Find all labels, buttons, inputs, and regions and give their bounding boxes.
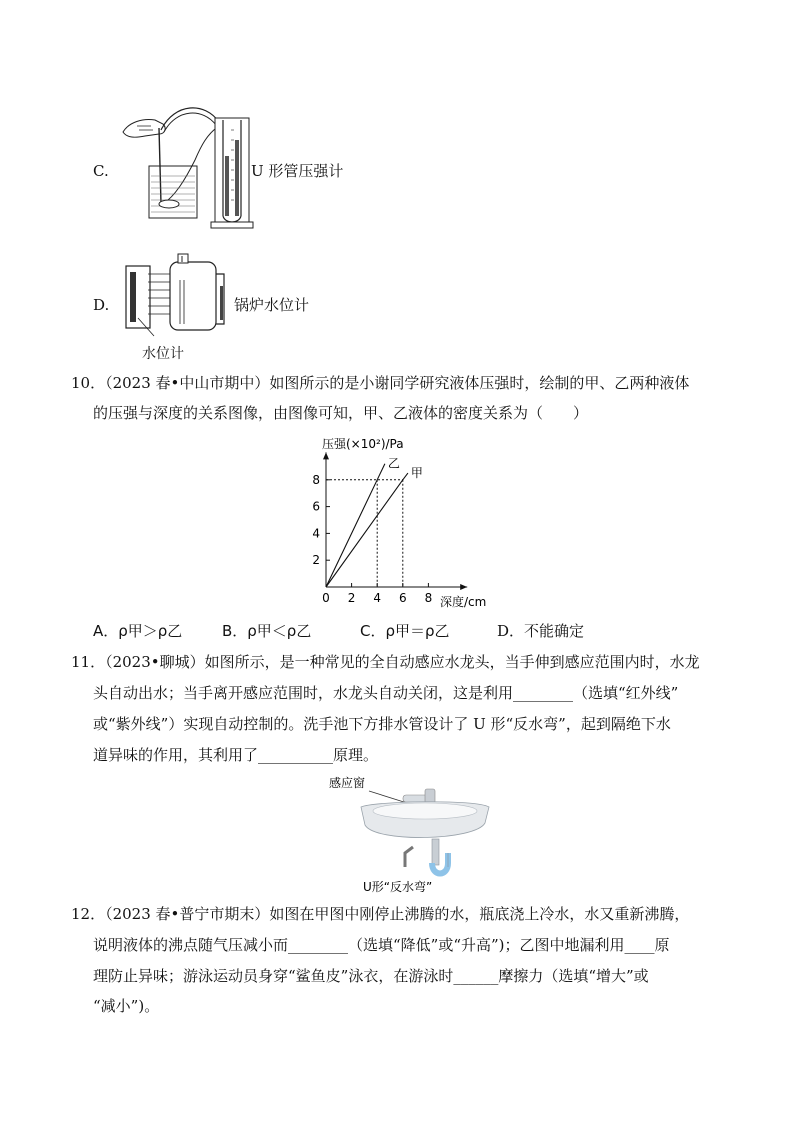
chart-series-label-1: 乙 <box>387 456 400 471</box>
option-c-letter: C. <box>93 162 109 180</box>
chart-series-line-1 <box>326 464 385 587</box>
pressure-depth-chart <box>300 430 500 610</box>
chart-x-axis-arrow <box>460 584 467 590</box>
chart-x-tick-label: 0 <box>322 591 330 605</box>
option-d-letter: D. <box>93 296 110 314</box>
chart-series-label-2: 甲 <box>410 466 423 481</box>
q11-stem-line-1: 11．（2023•聊城）如图所示，是一种常见的全自动感应水龙头，当手伸到感应范围内时，水龙 <box>71 653 700 671</box>
q11-stem-line-3: 或“紫外线”）实现自动控制的。洗手池下方排水管设计了 U 形“反水弯”，起到隔绝下水 <box>93 715 671 733</box>
chart-x-tick-label: 6 <box>398 591 407 605</box>
q10-stem-line-2: 的压强与深度的关系图像，由图像可知，甲、乙液体的密度关系为（ ） <box>93 404 589 422</box>
q11-stem-line-4: 道异味的作用，其利用了__________原理。 <box>93 746 379 764</box>
chart-x-tick-label: 8 <box>424 591 433 605</box>
chart-y-axis-arrow <box>323 452 329 459</box>
q10-option-a[interactable]: A．ρ甲＞ρ乙 <box>93 622 183 640</box>
u-trap-label: U形“反水弯” <box>363 880 433 894</box>
q10-stem-line-1: 10．（2023 春•中山市期中）如图所示的是小谢同学研究液体压强时，绘制的甲、乙两种液体 <box>71 374 690 392</box>
chart-y-tick-label: 6 <box>312 499 320 514</box>
chart-x-tick-label: 4 <box>373 591 382 605</box>
chart-y-tick-label: 4 <box>312 526 320 541</box>
option-c-caption: U 形管压强计 <box>251 162 344 180</box>
option-d-caption: 锅炉水位计 <box>234 296 310 314</box>
chart-x-tick-label: 2 <box>347 591 356 605</box>
auto-faucet-sink-figure <box>329 773 495 895</box>
chart-y-tick-label: 8 <box>312 472 320 487</box>
chart-x-axis-label: 深度/cm <box>440 595 487 609</box>
q12-stem-line-1: 12．（2023 春•普宁市期末）如图在甲图中刚停止沸腾的水，瓶底浇上冷水，水又重新沸腾， <box>71 905 690 923</box>
q12-stem-line-4: “减小”)。 <box>93 997 160 1015</box>
q10-option-b[interactable]: B．ρ甲＜ρ乙 <box>222 622 312 640</box>
chart-series-line-2 <box>326 473 408 587</box>
q12-stem-line-2: 说明液体的沸点随气压减小而________（选填“降低”或“升高”)；乙图中地漏利用____原 <box>93 936 670 954</box>
boiler-water-gauge-figure <box>118 246 230 342</box>
q12-stem-line-3: 理防止异味；游泳运动员身穿“鲨鱼皮”泳衣，在游泳时______摩擦力（选填“增大”或 <box>93 967 649 985</box>
sensor-window-label: 感应窗 <box>329 776 366 790</box>
chart-y-axis-label: 压强(×10²)/Pa <box>322 437 404 451</box>
q11-stem-line-2: 头自动出水；当手离开感应范围时，水龙头自动关闭，这是利用________（选填“红外线” <box>93 684 679 702</box>
chart-y-tick-label: 2 <box>312 553 320 568</box>
q10-option-d[interactable]: D．不能确定 <box>497 622 585 640</box>
q10-option-c[interactable]: C．ρ甲＝ρ乙 <box>360 622 450 640</box>
u-tube-manometer-figure <box>115 100 255 230</box>
option-d-sub-caption: 水位计 <box>142 346 184 362</box>
